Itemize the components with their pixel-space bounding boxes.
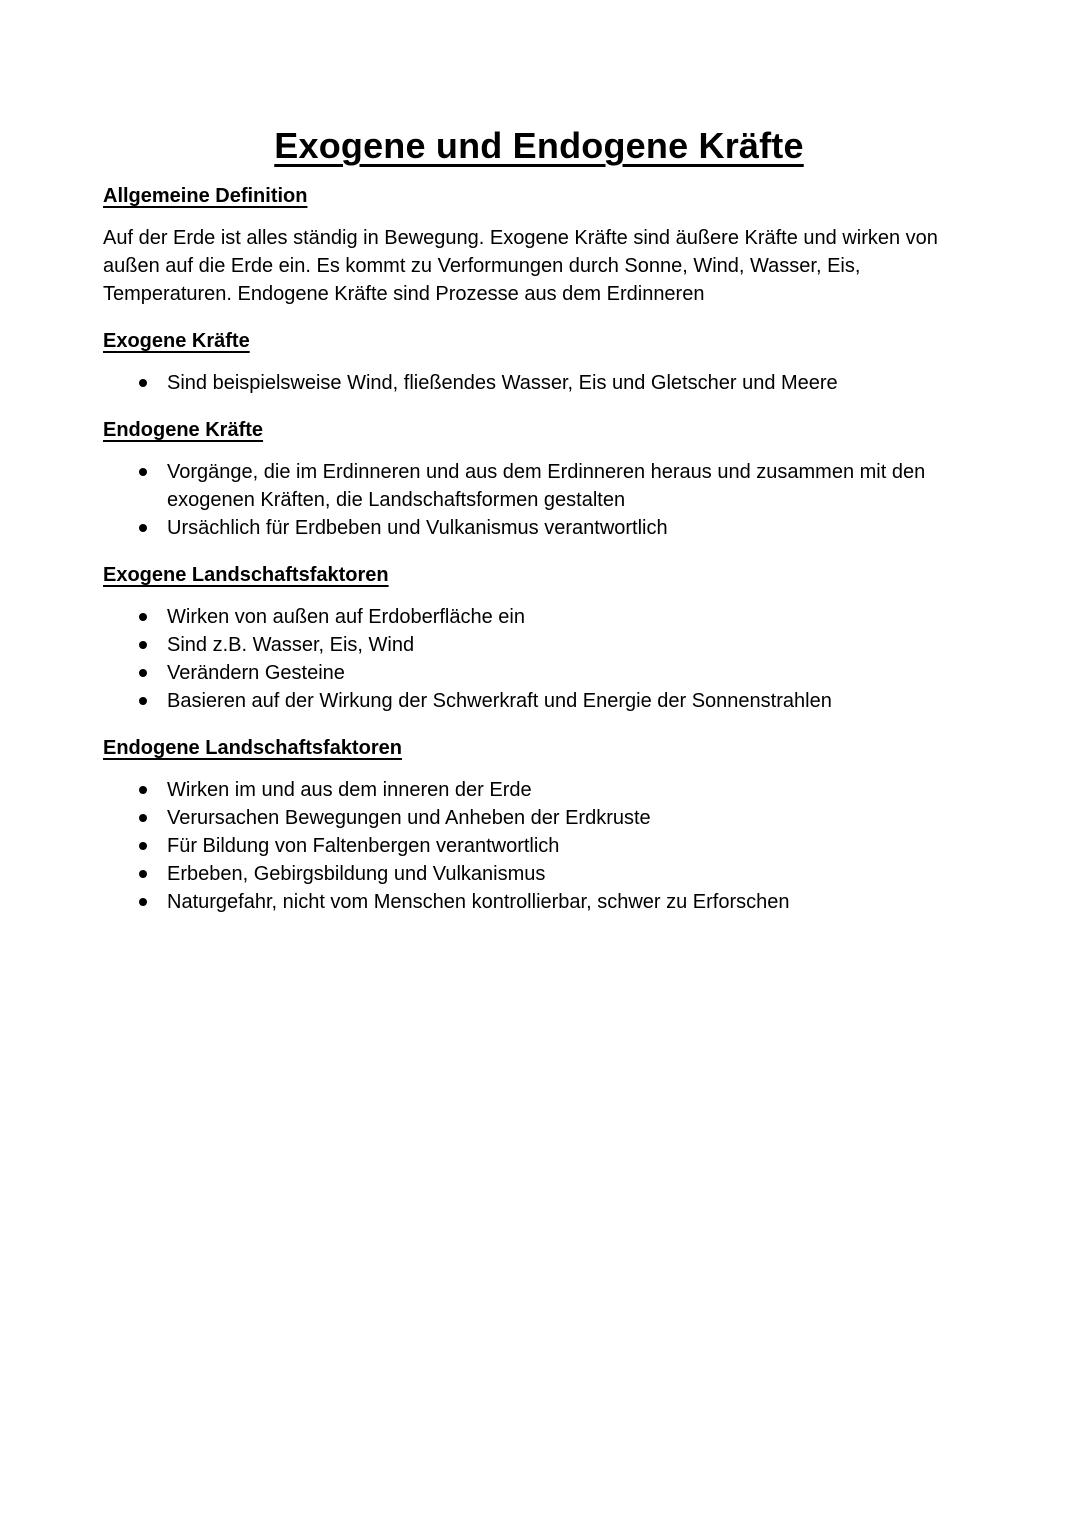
list-item-text: Sind z.B. Wasser, Eis, Wind — [167, 634, 415, 656]
section-heading-endogene-kraefte: Endogene Kräfte — [103, 419, 264, 441]
bullet-list-exogene-landschaftsfaktoren — [103, 603, 975, 715]
list-item — [167, 514, 975, 542]
list-item-text: Verursachen Bewegungen und Anheben der Erdkruste — [167, 807, 651, 829]
bullet-icon — [139, 870, 147, 878]
bullet-icon — [139, 379, 147, 387]
list-item — [167, 631, 975, 659]
list-item — [167, 603, 975, 631]
list-item-text: Ursächlich für Erdbeben und Vulkanismus verantwortlich — [167, 517, 668, 539]
list-item — [167, 804, 975, 832]
list-item — [167, 860, 975, 888]
list-item-text: Für Bildung von Faltenbergen verantwortlich — [167, 835, 560, 857]
bullet-icon — [139, 814, 147, 822]
list-item — [167, 776, 975, 804]
list-item — [167, 832, 975, 860]
bullet-list-endogene-kraefte — [103, 458, 975, 542]
list-item-text: Wirken von außen auf Erdoberfläche ein — [167, 606, 525, 628]
list-item — [167, 888, 975, 916]
list-item-text: Sind beispielsweise Wind, fließendes Wasser, Eis und Gletscher und Meere — [167, 372, 838, 394]
page-title: Exogene und Endogene Kräfte — [274, 125, 804, 166]
bullet-list-exogene-kraefte — [103, 369, 975, 397]
bullet-icon — [139, 786, 147, 794]
bullet-icon — [139, 641, 147, 649]
section-heading-exogene-kraefte: Exogene Kräfte — [103, 330, 250, 352]
list-item — [167, 458, 975, 514]
list-item-text: Basieren auf der Wirkung der Schwerkraft und Energie der Sonnenstrahlen — [167, 690, 832, 712]
bullet-icon — [139, 468, 147, 476]
bullet-list-endogene-landschaftsfaktoren — [103, 776, 975, 916]
bullet-icon — [139, 669, 147, 677]
bullet-icon — [139, 697, 147, 705]
list-item-text: Vorgänge, die im Erdinneren und aus dem Erdinneren heraus und zusammen mit den exogenen Kräften, die Landschaftsformen gestalten — [167, 461, 926, 511]
list-item — [167, 369, 975, 397]
list-item-text: Verändern Gesteine — [167, 662, 345, 684]
definition-paragraph: Auf der Erde ist alles ständig in Bewegung. Exogene Kräfte sind äußere Kräfte und wirken von außen auf die Erde ein. Es kommt zu Verformungen durch Sonne, Wind, Wasser, Eis, Temperaturen. Endogene Kräfte sind Prozesse aus dem Erdinneren — [103, 227, 938, 305]
list-item-text: Wirken im und aus dem inneren der Erde — [167, 779, 532, 801]
list-item-text: Naturgefahr, nicht vom Menschen kontrollierbar, schwer zu Erforschen — [167, 891, 790, 913]
bullet-icon — [139, 842, 147, 850]
bullet-icon — [139, 898, 147, 906]
bullet-icon — [139, 524, 147, 532]
list-item-text: Erbeben, Gebirgsbildung und Vulkanismus — [167, 863, 546, 885]
list-item — [167, 659, 975, 687]
section-heading-allgemeine-definition: Allgemeine Definition — [103, 185, 308, 207]
section-heading-exogene-landschaftsfaktoren: Exogene Landschaftsfaktoren — [103, 564, 389, 586]
bullet-icon — [139, 613, 147, 621]
section-heading-endogene-landschaftsfaktoren: Endogene Landschaftsfaktoren — [103, 737, 402, 759]
list-item — [167, 687, 975, 715]
